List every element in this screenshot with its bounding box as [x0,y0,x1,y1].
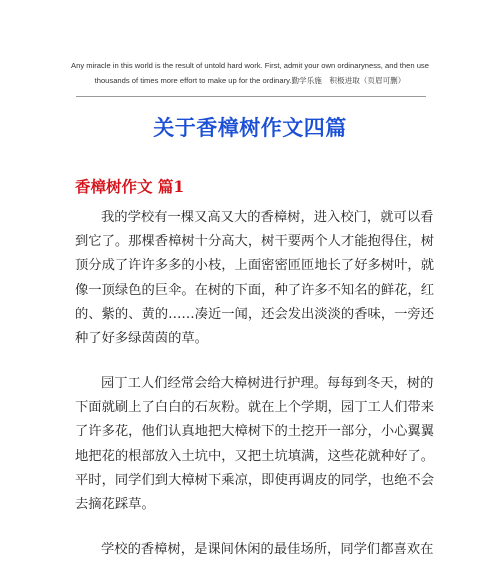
header-motto [70,58,430,88]
paragraph-line: 顶分成了许许多多的小枝，上面密密匝匝地长了好多树叶，就 [75,258,435,274]
paragraph-line: 地把花的根部放入土坑中，又把土坑填满，这些花就种好了。 [75,448,435,464]
document-title: 关于香樟树作文四篇 [153,115,347,140]
paragraph-line: 去摘花踩草。 [75,497,155,513]
header-divider [76,96,426,97]
section-title: 香樟树作文 篇1 [75,177,185,196]
paragraph-line: 我的学校有一棵又高又大的香樟树，进入校门，就可以看 [101,210,434,225]
paragraph-1 [75,206,435,351]
paragraph-line: 学校的香樟树，是课间休闲的最佳场所，同学们都喜欢在 [101,542,434,557]
paragraph-line: 像一顶绿色的巨伞。在树的下面，种了许多不知名的鲜花，红 [75,282,435,298]
paragraph-line: 下面就刷上了白白的石灰粉。就在上个学期，园丁工人们带来 [75,400,435,416]
paragraph-3 [75,538,434,562]
paragraph-line: 种了好多绿茵茵的草。 [75,331,208,347]
paragraph-line: 平时，同学们到大樟树下乘凉，即使再调皮的同学，也绝不会 [75,472,435,488]
paragraph-line: 的、紫的、黄的……凑近一闻，还会发出淡淡的香味，一旁还 [75,306,435,322]
paragraph-line: 了许多花，他们认真地把大樟树下的土挖开一部分，小心翼翼 [75,424,435,440]
motto-line-2: thousands of times more effort to make up for the ordinary.勤学乐施 积极进取（页眉可删） [94,76,406,85]
paragraph-line: 到它了。那棵香樟树十分高大，树干要两个人才能抱得住，树 [75,234,435,250]
motto-line-1: Any miracle in this world is the result of untold hard work. First, admit your own ordinaryness, and then use [71,61,429,70]
paragraph-2 [75,372,435,517]
paragraph-line: 园丁工人们经常会给大樟树进行护理。每每到冬天，树的 [101,376,434,391]
